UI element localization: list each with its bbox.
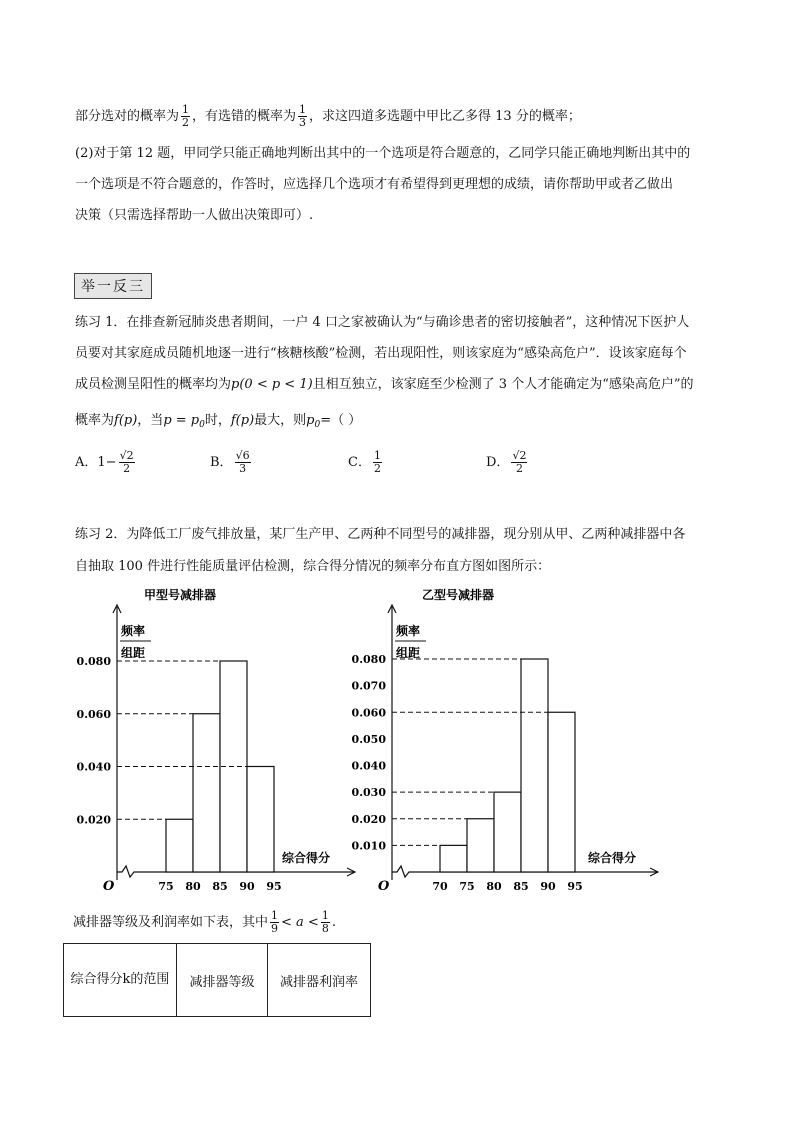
math-p0: $p_0$	[306, 413, 321, 430]
x-tick-label: 95	[266, 880, 282, 893]
header-score-range: 综合得分k的范围	[64, 944, 177, 1017]
histogram-type-a	[60, 585, 360, 895]
origin-label: O	[378, 879, 390, 894]
exercise1-line4: 概率为f(p)，当$p = p_0$时，f(p)最大，则$p_0=$（ ）	[75, 413, 362, 430]
histogram-bar	[166, 819, 193, 872]
math-p-range: p(0 < p < 1)	[231, 377, 313, 392]
histogram-bar	[548, 712, 575, 872]
choice-a[interactable]: A．1− $\frac{√2}{2}$	[75, 449, 134, 475]
histogram-type-b	[340, 585, 660, 895]
header-grade: 减排器等级	[177, 944, 268, 1017]
table-intro-line: 减排器等级及利润率如下表，其中 $\frac{1}{9}$ < a < $\frac{1}{8}$ .	[73, 909, 336, 935]
y-tick-label: 0.080	[76, 655, 111, 668]
math-p-equals-p0: $p = p_0$	[163, 413, 205, 430]
y-tick-label: 0.020	[76, 813, 111, 827]
exercise2-line2: 自抽取 100 件进行性能质量评估检测，综合得分情况的频率分布直方图如图所示：	[75, 559, 551, 574]
header-profit: 减排器利润率	[268, 944, 371, 1017]
choice-d[interactable]: D． $\frac{√2}{2}$	[486, 449, 527, 475]
exercise1-line3: 成员检测呈阳性的概率均为p(0 < p < 1)且相互独立，该家庭至少检测了 3 个人才能确定为“感染高危户”的	[75, 377, 694, 392]
y-tick-label: 0.060	[351, 706, 386, 720]
y-label-top: 频率	[121, 624, 146, 638]
y-label-bottom: 组距	[121, 646, 146, 660]
y-tick-label: 0.060	[76, 707, 111, 721]
histogram-bar	[440, 845, 467, 872]
section-tag: 举一反三	[74, 273, 152, 299]
math-f-of-p: f(p)	[114, 413, 138, 428]
y-tick-label: 0.050	[351, 732, 386, 746]
exercise1-line1: 练习 1．在排查新冠肺炎患者期间，一户 4 口之家被确认为“与确诊患者的密切接触者”，这种情况下医护人	[75, 315, 690, 330]
x-tick-label: 75	[158, 880, 174, 893]
text-line-3: 一个选项是不符合题意的，作答时，应选择几个选项才有希望得到更理想的成绩，请你帮助甲或者乙做出	[75, 177, 674, 192]
exercise2-line1: 练习 2．为降低工厂废气排放量，某厂生产甲、乙两种不同型号的减排器，现分别从甲、乙两种减排器中各	[75, 527, 686, 542]
y-tick-label: 0.030	[351, 786, 386, 800]
histogram-bar	[247, 767, 274, 873]
histogram-bar	[521, 659, 548, 872]
x-tick-label: 85	[513, 880, 529, 893]
histogram-bar	[193, 714, 220, 872]
x-tick-label: 85	[212, 880, 228, 893]
x-tick-label: 90	[540, 880, 556, 893]
math-f-of-p-2: f(p)	[230, 413, 255, 428]
y-tick-label: 0.040	[351, 759, 386, 773]
grade-table	[63, 943, 371, 1017]
x-tick-label: 80	[486, 880, 502, 893]
x-tick-label: 95	[567, 880, 583, 893]
origin-label: O	[103, 879, 115, 894]
choice-b[interactable]: B． $\frac{√6}{3}$	[210, 449, 250, 475]
y-tick-label: 0.020	[351, 812, 386, 826]
histogram-bar	[467, 819, 494, 872]
x-tick-label: 75	[459, 880, 475, 893]
fraction-one-third: $\frac{1}{3}$	[299, 103, 307, 129]
text-line-2: (2)对于第 12 题，甲同学只能正确地判断出其中的一个选项是符合题意的，乙同学只能正确地判断出其中的	[75, 146, 691, 161]
exercise1-line2: 员要对其家庭成员随机地逐一进行“核糖核酸”检测，若出现阳性，则该家庭为“感染高危户”．设该家庭每个	[75, 346, 687, 361]
y-tick-label: 0.080	[351, 653, 386, 666]
chart-title: 甲型号减排器	[144, 588, 217, 602]
x-tick-label: 80	[185, 880, 201, 893]
histogram-bar	[494, 792, 521, 872]
chart-title: 乙型号减排器	[422, 588, 495, 602]
table-header-row	[64, 944, 371, 1017]
line1-b: ，有选错的概率为	[192, 109, 297, 124]
choice-c[interactable]: C． $\frac{1}{2}$	[348, 449, 381, 475]
y-label-bottom: 组距	[396, 646, 421, 660]
y-tick-label: 0.040	[76, 760, 111, 774]
line1-c: ，求这四道多选题中甲比乙多得 13 分的概率；	[309, 109, 581, 124]
text-line-4: 决策（只需选择帮助一人做出决策即可）.	[75, 208, 314, 223]
fraction-one-half: $\frac{1}{2}$	[182, 103, 190, 129]
x-axis-label: 综合得分	[282, 851, 331, 865]
x-tick-label: 90	[239, 880, 255, 893]
y-tick-label: 0.070	[351, 679, 386, 693]
y-tick-label: 0.010	[351, 839, 386, 853]
x-axis-label: 综合得分	[588, 851, 637, 865]
y-label-top: 频率	[396, 624, 421, 638]
text-line-1	[75, 104, 581, 129]
line1-a: 部分选对的概率为	[75, 109, 180, 124]
x-tick-label: 70	[432, 880, 448, 893]
